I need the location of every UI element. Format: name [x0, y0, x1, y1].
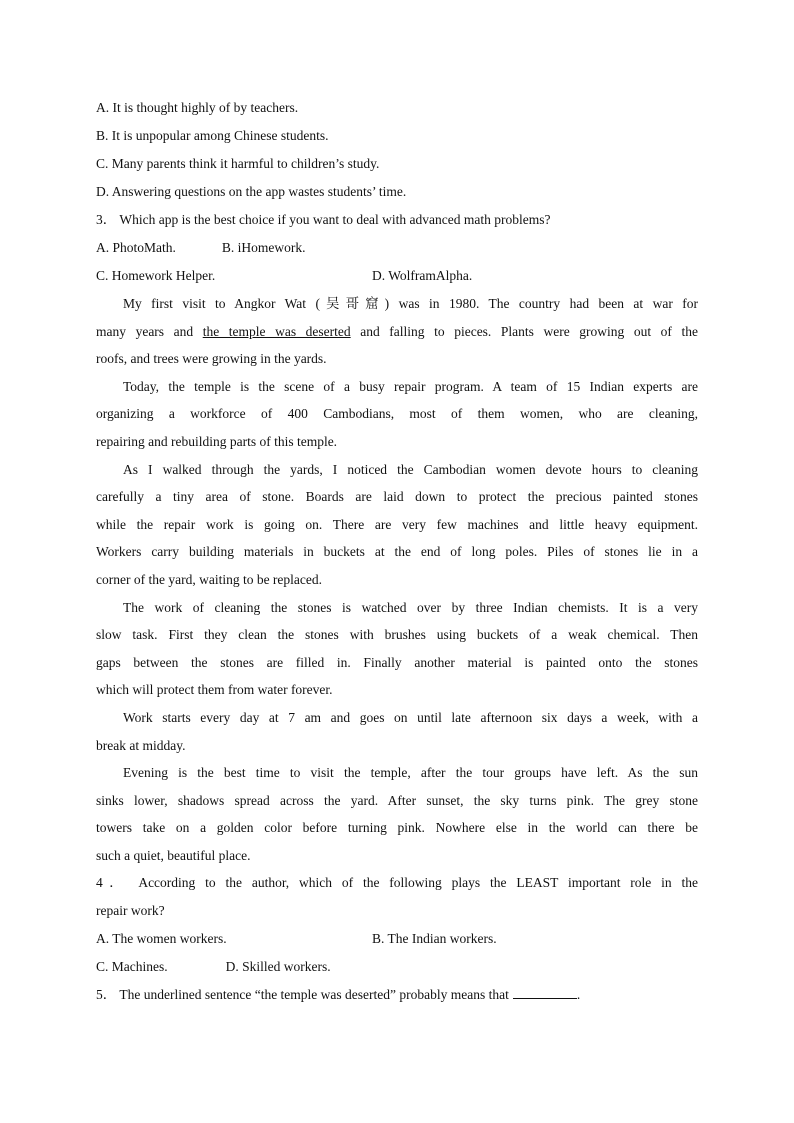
passage-p3-line3: while the repair work is going on. There are very few machines and little heavy equipment.: [96, 516, 698, 532]
q5-stem: 5． The underlined sentence “the temple was deserted” probably means that: [96, 987, 509, 1003]
q4-stem-line1: 4． According to the author, which of the following plays the LEAST important role in the: [96, 875, 698, 891]
q4-options-row1: [96, 925, 698, 953]
answer-blank[interactable]: [513, 984, 577, 999]
q4-stem-line2: repair work?: [96, 903, 165, 919]
passage-p1-line1: My first visit to Angkor Wat (吴哥窟) was in 1980. The country had been at war for: [123, 296, 698, 311]
q2-option-c: C. Many parents think it harmful to children’s study.: [96, 156, 380, 171]
document-body: [96, 94, 698, 1009]
passage-p6-line2: sinks lower, shadows spread across the yard. After sunset, the sky turns pink. The grey stone: [96, 792, 698, 808]
passage-p2-line1: Today, the temple is the scene of a busy repair program. A team of 15 Indian experts are: [123, 378, 698, 394]
q5-stem-row: [96, 981, 698, 1009]
q3-option-c: C. Homework Helper.: [96, 268, 216, 283]
q2-option-a: A. It is thought highly of by teachers.: [96, 100, 299, 115]
passage-p4-line4: which will protect them from water forever.: [96, 682, 333, 698]
passage-p1-post: and falling to pieces. Plants were growing out of the: [350, 323, 699, 339]
passage-p3-line1: As I walked through the yards, I noticed the Cambodian women devote hours to cleaning: [123, 461, 698, 477]
passage-p6-line1: Evening is the best time to visit the temple, after the tour groups have left. As the sun: [123, 765, 698, 781]
passage-p1-pre: many years and: [96, 323, 203, 339]
q4-options-row2: [96, 953, 698, 981]
passage-p5-line1: Work starts every day at 7 am and goes on until late afternoon six days a week, with a: [123, 709, 698, 725]
passage-p5-line2: break at midday.: [96, 737, 186, 753]
passage-p4-line2: slow task. First they clean the stones with brushes using buckets of a weak chemical. Then: [96, 627, 698, 643]
passage-p3-line5: corner of the yard, waiting to be replaced.: [96, 571, 323, 587]
passage-p6-line4: such a quiet, beautiful place.: [96, 847, 251, 863]
q3-option-d: D. WolframAlpha.: [372, 268, 473, 283]
passage: [96, 290, 698, 869]
q3-options-row1: [96, 234, 698, 262]
passage-p4-line3: gaps between the stones are filled in. Finally another material is painted onto the stones: [96, 654, 698, 670]
passage-p1-line2: [96, 318, 698, 346]
passage-p2-line2: organizing a workforce of 400 Cambodians, most of them women, who are cleaning,: [96, 406, 698, 422]
q2-option-b: B. It is unpopular among Chinese students.: [96, 128, 329, 143]
q5-end: .: [576, 987, 581, 1003]
q4-option-d: D. Skilled workers.: [225, 959, 331, 975]
q4-option-a: A. The women workers.: [96, 931, 227, 947]
passage-p6-line3: towers take on a golden color before turning pink. Nowhere else in the world can there be: [96, 820, 698, 836]
passage-p2-line3: repairing and rebuilding parts of this temple.: [96, 433, 338, 449]
underlined-sentence: the temple was deserted: [202, 323, 351, 339]
passage-p4-line1: The work of cleaning the stones is watched over by three Indian chemists. It is a very: [123, 599, 698, 615]
q3-option-a: A. PhotoMath.: [96, 240, 176, 255]
q3-options-row2: [96, 262, 698, 290]
q2-option-d: D. Answering questions on the app wastes students’ time.: [96, 184, 407, 199]
q4-option-b: B. The Indian workers.: [372, 931, 497, 947]
passage-p3-line2: carefully a tiny area of stone. Boards are laid down to protect the precious painted stones: [96, 489, 698, 505]
passage-p1-line3: roofs, and trees were growing in the yards.: [96, 351, 327, 367]
q4-option-c: C. Machines.: [96, 959, 168, 975]
q3-stem: 3． Which app is the best choice if you want to deal with advanced math problems?: [96, 212, 551, 227]
q3-option-b: B. iHomework.: [221, 240, 306, 255]
passage-p3-line4: Workers carry building materials in buckets at the end of long poles. Piles of stones lie in a: [96, 544, 698, 560]
